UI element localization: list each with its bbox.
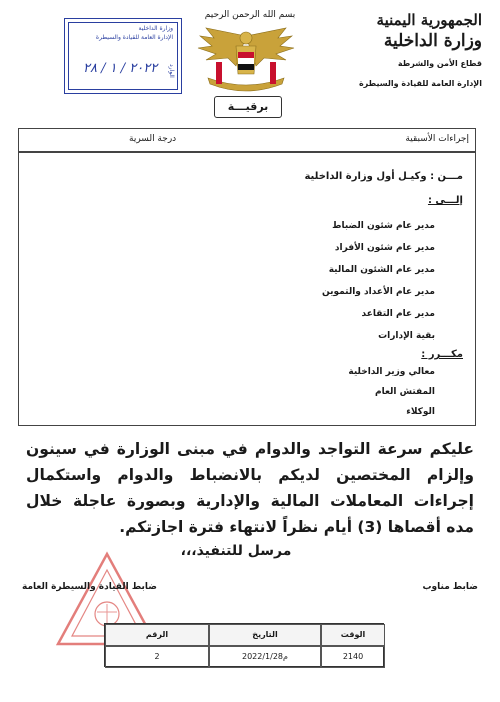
signature-command: ضابط القيادة والسيطرة العامة: [22, 582, 157, 592]
eagle-emblem-icon: [186, 22, 306, 100]
cc-label: مكـــرر :: [421, 349, 463, 360]
to-item: بقية الإدارات: [378, 331, 435, 341]
message-body: عليكم سرعة التواجد والدوام في مبنى الوزارة في سينون وإلزام المختصين لديكم بالانضباط والدوام واستكمال إجراءات المعاملات المالية والإدارية وبصورة عاجلة خلال مده أقصاها (3) أيام نظراً لانتهاء فترة اجازتكم.: [26, 440, 474, 536]
cc-item: معالي وزير الداخلية: [348, 367, 435, 377]
from-line: مـــن : وكيـل أول وزارة الداخلية: [304, 171, 463, 182]
department-name: الإدارة العامة للقيادة والسيطرة: [358, 79, 482, 88]
to-item: مدير عام الأعداد والتموين: [322, 287, 435, 297]
sector-name: قطاع الأمن والشرطة: [397, 59, 482, 68]
sent-for-execution: مرسل للتنفيذ،،،: [180, 543, 292, 559]
country-name: الجمهورية اليمنية: [376, 11, 482, 29]
table-header: الرقم: [105, 624, 209, 646]
to-item: مدير عام شئون الأفراد: [334, 243, 435, 253]
ministry-name: وزارة الداخلية: [383, 31, 482, 51]
table-cell: 2140: [321, 646, 385, 668]
table-cell: 2: [105, 646, 209, 668]
to-item: مدير عام شئون الضباط: [332, 221, 435, 231]
basmala: بسم الله الرحمن الرحيم: [204, 10, 296, 20]
cc-item: الوكلاء: [406, 407, 435, 417]
signature-duty-officer: ضابط مناوب: [422, 582, 478, 592]
document-type-badge: برقيـــة: [214, 96, 282, 118]
to-label: إلـــى :: [427, 195, 463, 206]
table-header: التاريخ: [209, 624, 321, 646]
to-item: مدير عام التقاعد: [361, 309, 435, 319]
cc-item: المفتش العام: [374, 387, 435, 397]
footer-table: [104, 623, 384, 667]
incoming-stamp: وزارة الداخلية الإدارة العامة للقيادة والسيطرة ٢٠٢٢ / ١ / ٢٨ الوارد: [64, 18, 182, 94]
priority-label: إجراءات الأسبقية: [405, 134, 469, 144]
meta-row: [18, 128, 476, 152]
addressees-box: [18, 152, 476, 426]
letterhead: [332, 10, 482, 90]
table-header: الوقت: [321, 624, 385, 646]
to-item: مدير عام الشئون المالية: [328, 265, 435, 275]
table-cell: 2022/1/28م: [209, 646, 321, 668]
secrecy-label: درجة السرية: [129, 134, 177, 144]
